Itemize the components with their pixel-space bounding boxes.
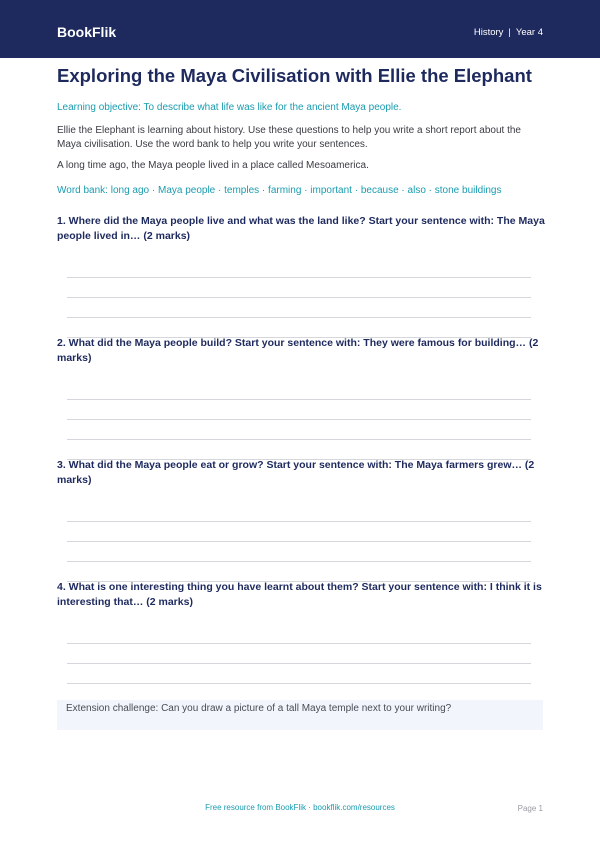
answer-line[interactable] — [67, 399, 531, 400]
answer-line[interactable] — [67, 643, 531, 644]
answer-line[interactable] — [67, 419, 531, 420]
question-1: 1. Where did the Maya people live and what was the land like? Start your sentence with: The Maya people lived in… (2 marks) — [57, 215, 545, 242]
footer-resource-link[interactable]: Free resource from BookFlik · bookflik.com/resources — [205, 803, 395, 812]
answer-line[interactable] — [67, 277, 531, 278]
intro-text: Ellie the Elephant is learning about history. Use these questions to help you write a short report about the Maya civilisation. Use the word bank to help you write your sentences. — [57, 125, 521, 150]
answer-line[interactable] — [67, 297, 531, 298]
question-4: 4. What is one interesting thing you have learnt about them? Start your sentence with: I think it is interesting that… (2 marks) — [57, 581, 542, 608]
page-number: Page 1 — [517, 804, 543, 813]
meta-separator: | — [508, 27, 511, 38]
answer-line[interactable] — [67, 561, 531, 562]
year-label: Year 4 — [515, 27, 543, 38]
question-3: 3. What did the Maya people eat or grow? Start your sentence with: The Maya farmers grew… (2 marks) — [57, 459, 535, 486]
answer-line[interactable] — [67, 317, 531, 318]
word-bank: Word bank: long ago · Maya people · temples · farming · important · because · also · stone buildings — [57, 185, 502, 196]
answer-line[interactable] — [67, 439, 531, 440]
answer-line[interactable] — [67, 541, 531, 542]
worksheet-title: Exploring the Maya Civilisation with Ellie the Elephant — [57, 65, 532, 86]
extension-challenge-text: Extension challenge: Can you draw a picture of a tall Maya temple next to your writing? — [66, 703, 452, 714]
answer-line[interactable] — [67, 521, 531, 522]
learning-objective: Learning objective: To describe what life was like for the ancient Maya people. — [57, 102, 402, 113]
subject-label: History — [473, 27, 504, 38]
answer-line[interactable] — [67, 683, 531, 684]
answer-line[interactable] — [67, 663, 531, 664]
extension-challenge-box — [57, 700, 543, 730]
question-2: 2. What did the Maya people build? Start your sentence with: They were famous for building… (2 marks) — [57, 337, 539, 364]
brand-logo-text[interactable]: BookFlik — [57, 24, 117, 40]
page-header — [0, 0, 600, 58]
subject-year-label — [474, 27, 543, 39]
context-text: A long time ago, the Maya people lived in a place called Mesoamerica. — [57, 160, 369, 171]
